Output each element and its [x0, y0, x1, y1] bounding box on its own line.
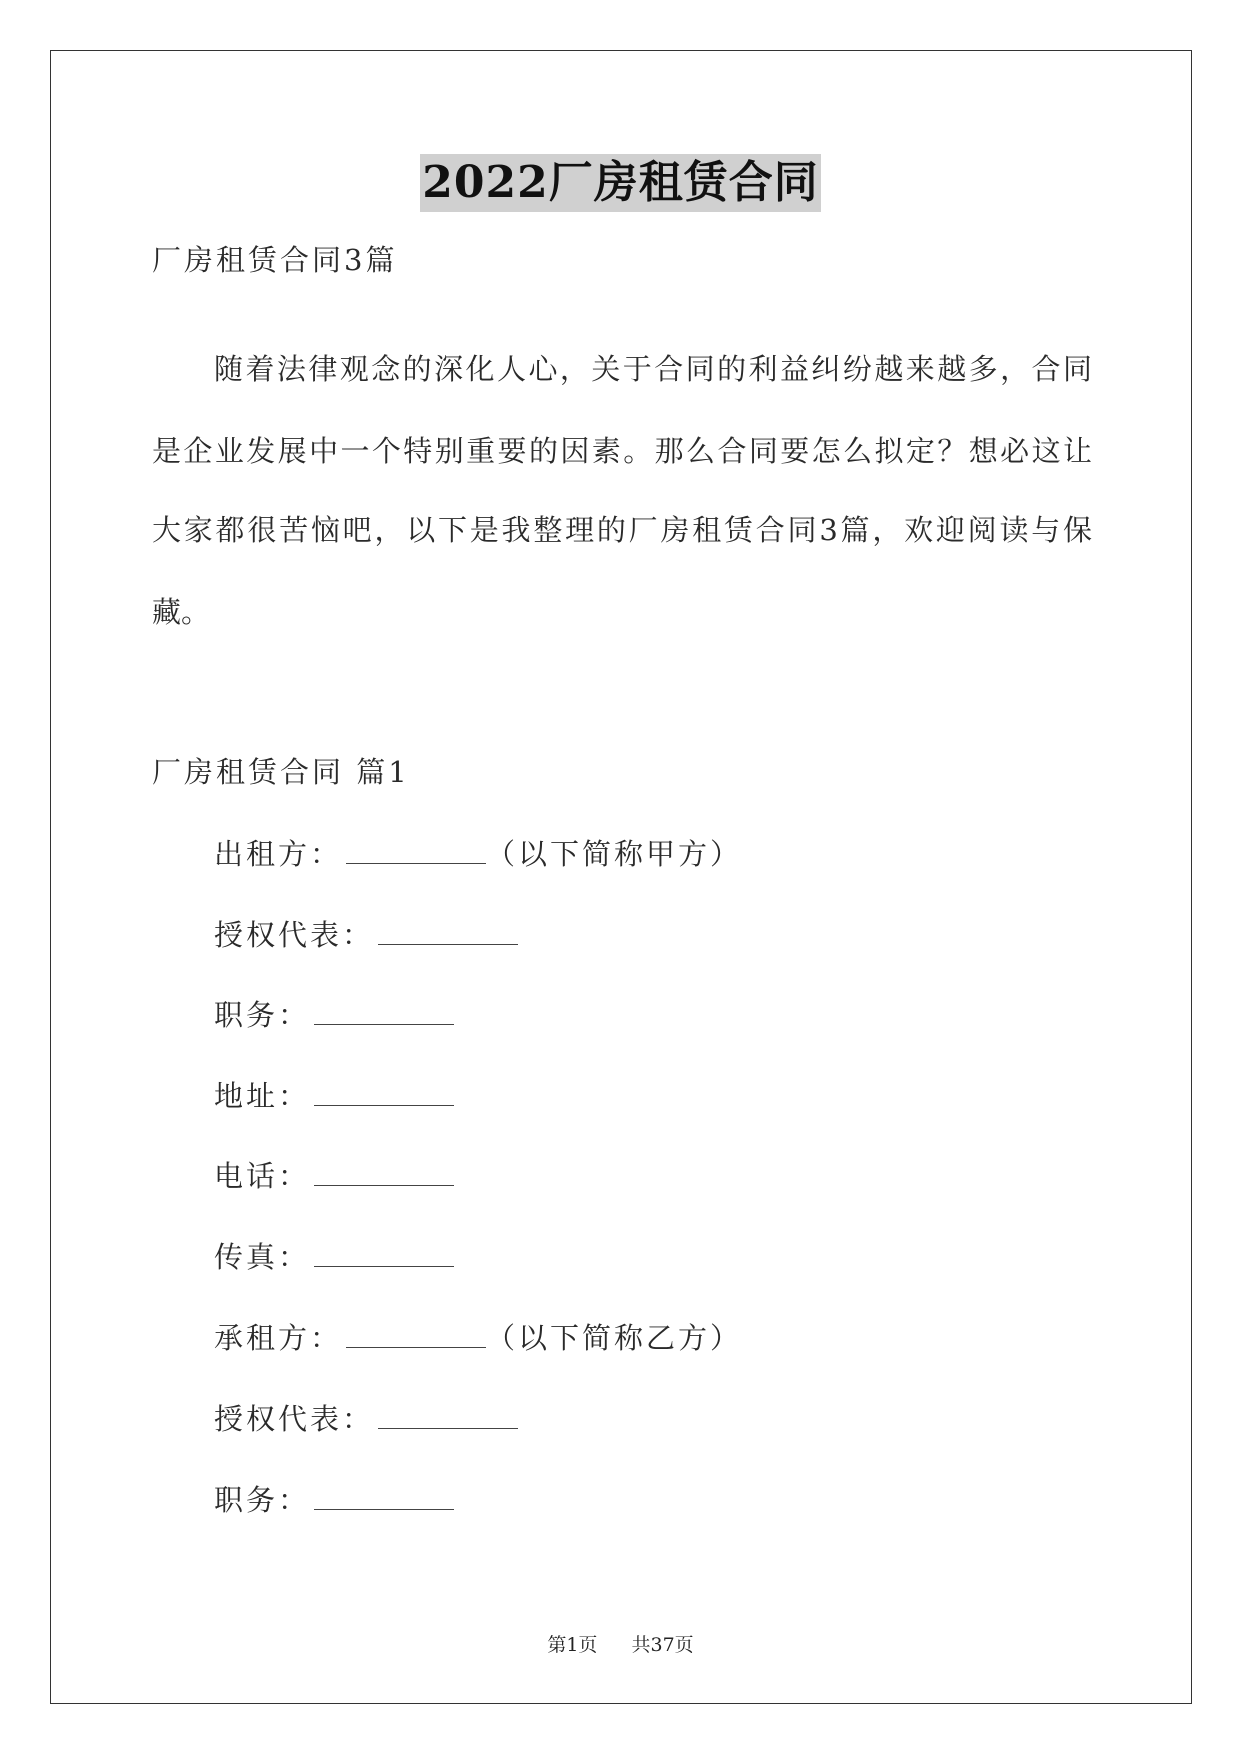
field-label: 职务：: [214, 998, 311, 1032]
field-label: 传真：: [214, 1240, 311, 1274]
field-lessor-position: [214, 997, 454, 1033]
intro-line-2: 是企业发展中一个特别重要的因素。那么合同要怎么拟定？想必这让: [152, 434, 1092, 468]
fill-blank[interactable]: [346, 837, 486, 864]
field-lessee-position: [214, 1482, 454, 1518]
fill-blank[interactable]: [314, 1079, 454, 1106]
field-suffix: （以下简称乙方）: [486, 1321, 743, 1355]
page-number: 第1页: [547, 1634, 598, 1656]
field-lessor-phone: [214, 1158, 454, 1194]
page-border: [50, 50, 1192, 1704]
section-heading: 厂房租赁合同 篇1: [152, 755, 410, 789]
field-label: 授权代表：: [214, 918, 375, 952]
page-footer: [0, 1630, 1241, 1657]
fill-blank[interactable]: [314, 1483, 454, 1510]
document-title: 2022厂房租赁合同: [420, 154, 820, 212]
field-suffix: （以下简称甲方）: [486, 837, 743, 871]
fill-blank[interactable]: [314, 1159, 454, 1186]
field-label: 承租方：: [214, 1321, 343, 1355]
field-lessor: [214, 836, 742, 872]
intro-line-4: 藏。: [152, 595, 211, 629]
field-label: 电话：: [214, 1159, 311, 1193]
field-lessee: [214, 1320, 742, 1356]
intro-line-3: 大家都很苦恼吧，以下是我整理的厂房租赁合同3篇，欢迎阅读与保: [152, 513, 1092, 547]
field-label: 授权代表：: [214, 1402, 375, 1436]
field-label: 地址：: [214, 1079, 311, 1113]
title-container: [0, 154, 1241, 212]
fill-blank[interactable]: [314, 1240, 454, 1267]
field-label: 出租方：: [214, 837, 343, 871]
field-label: 职务：: [214, 1483, 311, 1517]
fill-blank[interactable]: [378, 918, 518, 945]
fill-blank[interactable]: [378, 1402, 518, 1429]
field-lessee-representative: [214, 1401, 518, 1437]
field-lessor-representative: [214, 917, 518, 953]
page-total: 共37页: [631, 1634, 694, 1656]
fill-blank[interactable]: [346, 1321, 486, 1348]
intro-line-1: 随着法律观念的深化人心，关于合同的利益纠纷越来越多，合同: [214, 352, 1092, 386]
document-subtitle: 厂房租赁合同3篇: [152, 243, 398, 277]
field-lessor-fax: [214, 1239, 454, 1275]
fill-blank[interactable]: [314, 998, 454, 1025]
field-lessor-address: [214, 1078, 454, 1114]
